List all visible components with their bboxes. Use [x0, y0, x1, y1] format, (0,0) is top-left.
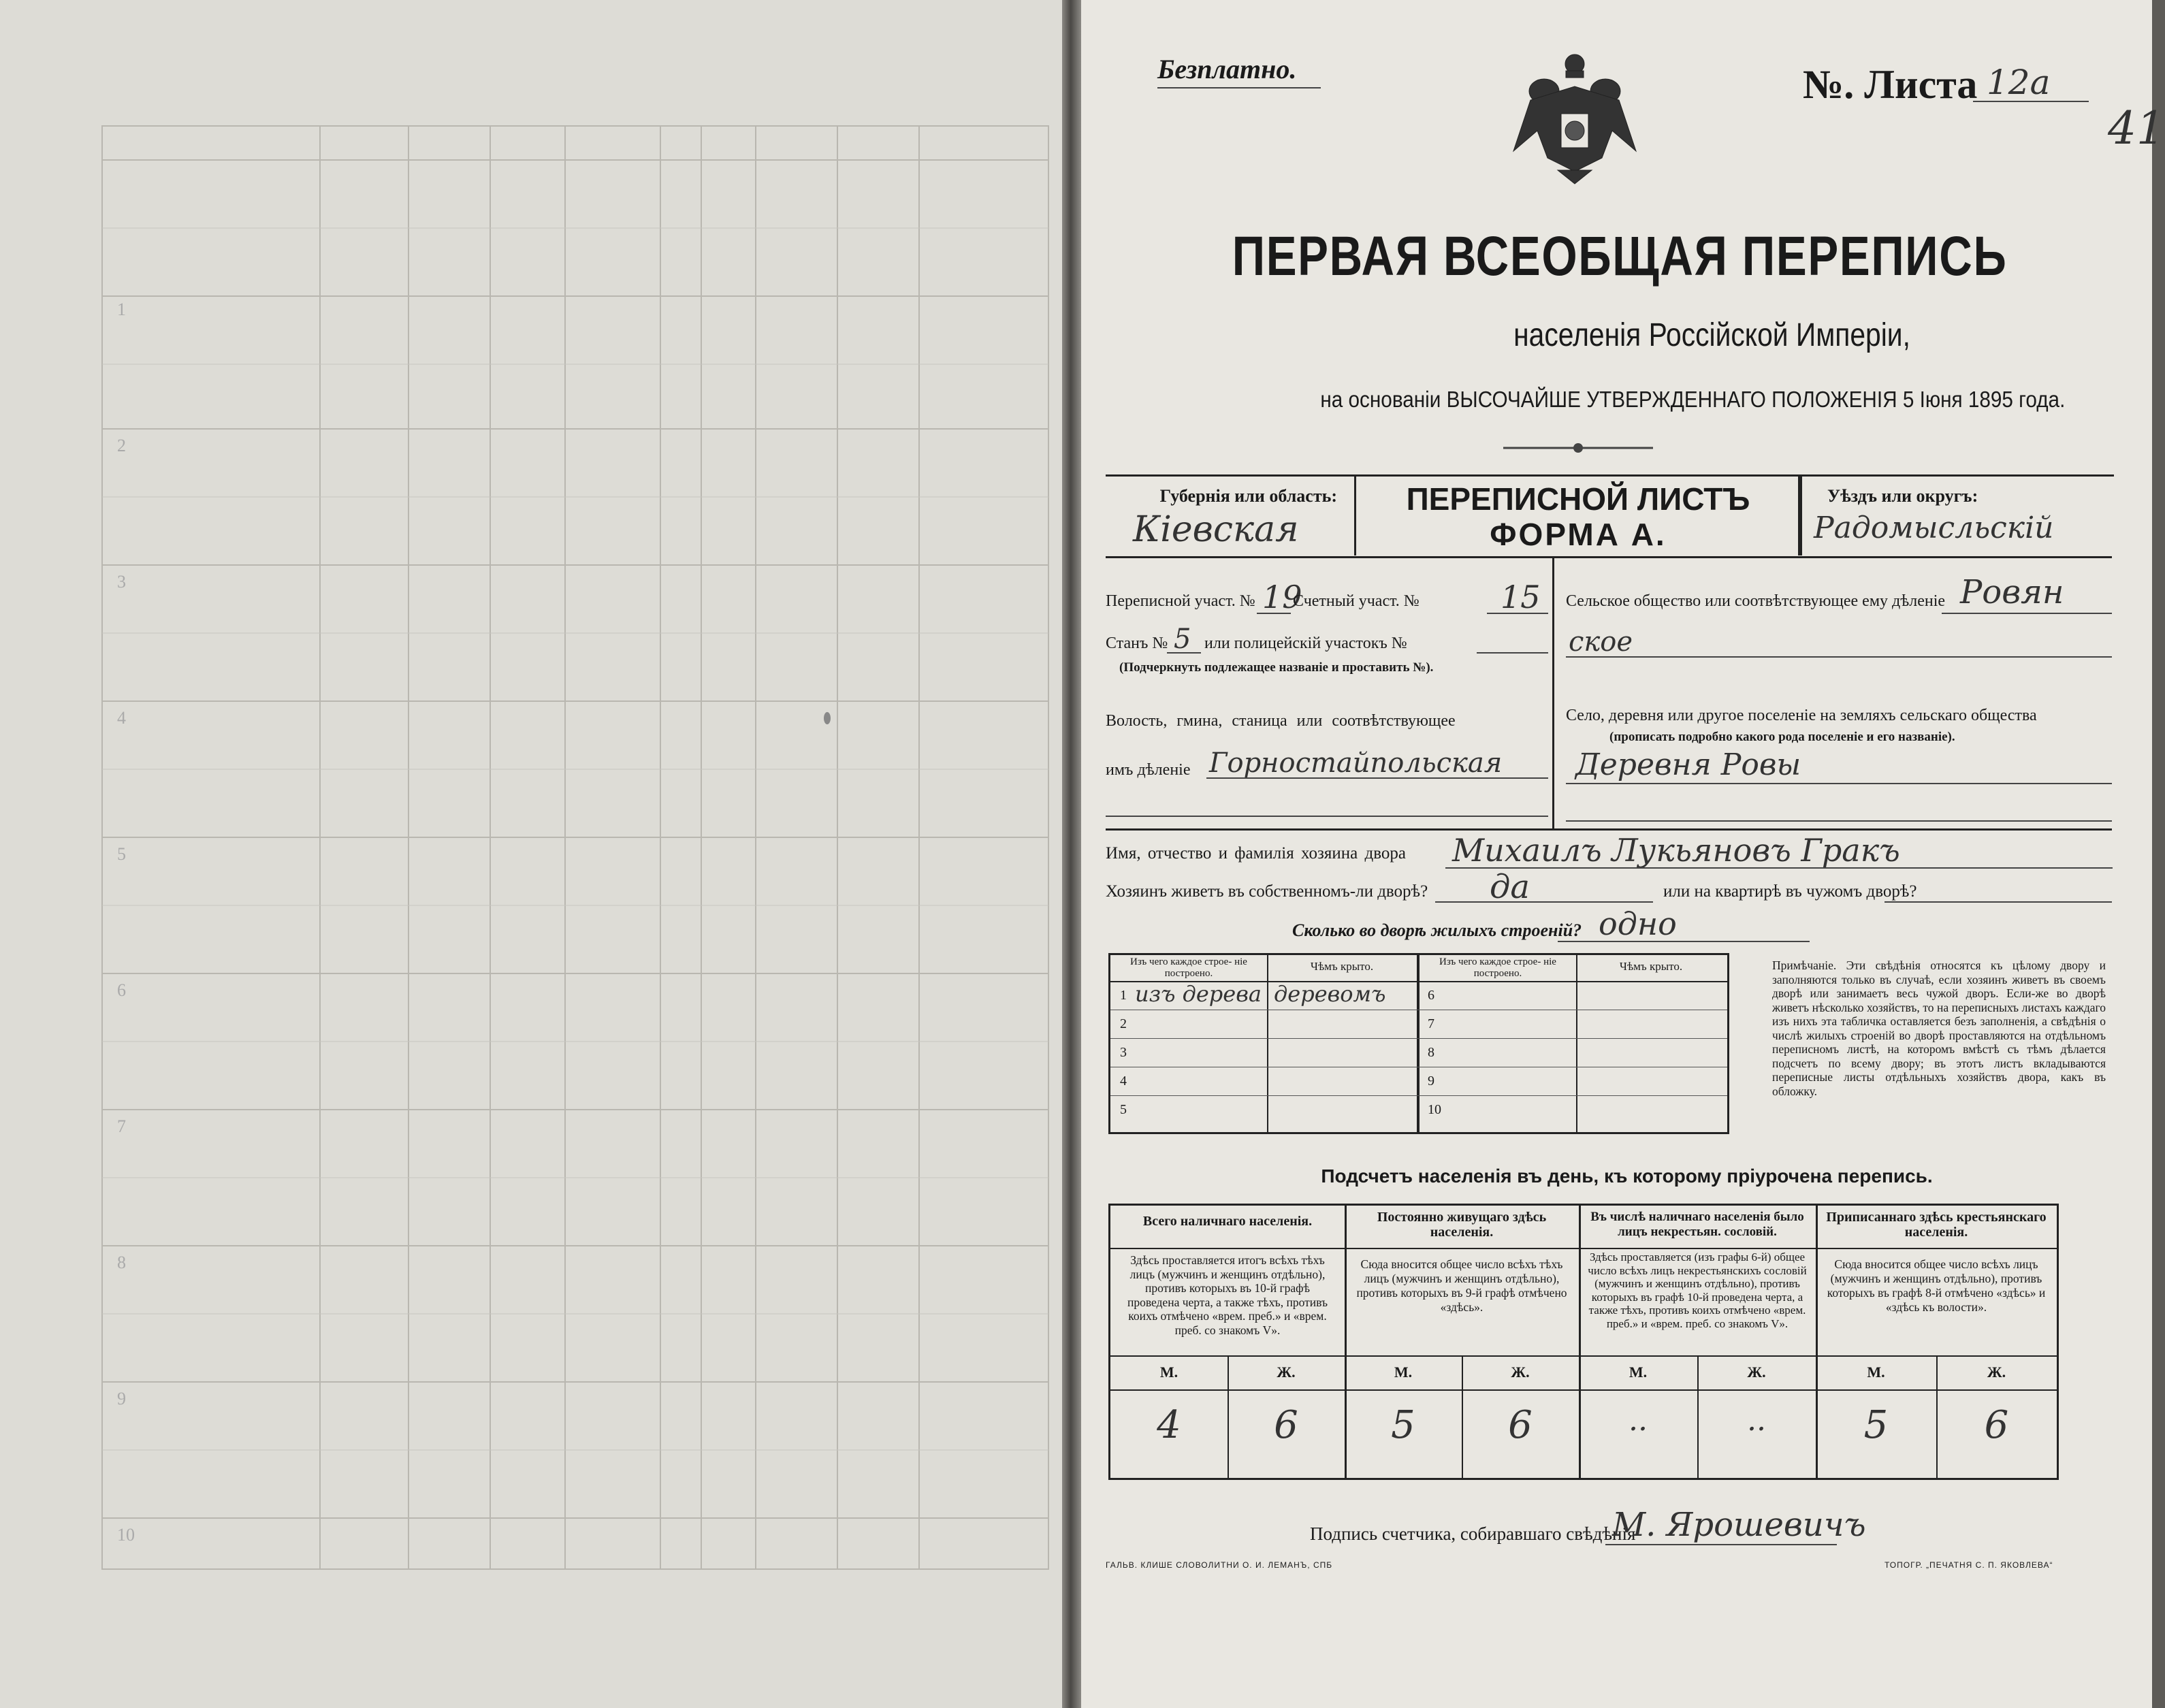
gubernia-value: Кіевская	[1133, 509, 1299, 550]
left-row-number: 10	[117, 1525, 135, 1545]
m-label: М.	[1394, 1364, 1413, 1381]
form-main-title: ПЕРВАЯ ВСЕОБЩАЯ ПЕРЕПИСЬ	[1232, 225, 2008, 287]
buildings-note: Примѣчаніе. Эти свѣдѣнія относятся къ цѣлому двору и заполняются только въ случаѣ, если хозяинъ живетъ въ своемъ дворѣ или занимаетъ весь чужой дворъ. Если-же во дворѣ живетъ нѣсколько хозяйствъ, то на переписныхъ листахъ каждаго изъ нихъ эта табличка оставляется безъ заполненія, а свѣдѣнія о числѣ жилыхъ строеній во дворѣ проставляются на отдѣльномъ переписномъ листѣ, на которомъ вмѣстѣ съ тѣмъ дѣлается подсчетъ по всему двору; въ этотъ листъ вкладываются переписные листы отдѣльныхъ хозяйствъ двора, какъ въ обложку.	[1772, 958, 2106, 1098]
non-peasant-zh-value: ..	[1747, 1403, 1766, 1438]
left-page-grid	[0, 0, 1062, 1708]
uezd-label: Уѣздъ или округъ:	[1827, 486, 1978, 506]
left-row-number: 5	[117, 844, 126, 864]
building-row-number: 10	[1428, 1102, 1441, 1117]
building-row-number: 9	[1428, 1074, 1434, 1089]
perep-uchastok-value: 19	[1262, 579, 1302, 615]
owner-label: Имя, отчество и фамилія хозяина двора	[1106, 844, 1406, 863]
form-title-sheet: ПЕРЕПИСНОЙ ЛИСТЪ	[1406, 481, 1750, 517]
sheet-number-value: 12а	[1987, 63, 2051, 102]
population-summary-table	[1108, 1204, 2059, 1480]
imprint-left: ГАЛЬВ. КЛИШЕ СЛОВОЛИТНИ О. И. ЛЕМАНЪ, СПБ	[1106, 1560, 1333, 1570]
volost-value: Горностайпольская	[1209, 747, 1503, 779]
col-roof-header-2: Чѣмъ крыто.	[1619, 960, 1683, 973]
non-peasant-m-value: ..	[1629, 1403, 1648, 1438]
zh-label: Ж.	[1277, 1364, 1296, 1381]
building-row-number: 8	[1428, 1045, 1434, 1060]
assigned-peasant-m-value: 5	[1863, 1403, 1889, 1447]
summary-col-desc: Сюда вносится общее число всѣхъ тѣхъ лицъ (мужчинъ и женщинъ отдѣльно), противъ которыхъ въ 9-й графѣ отмѣчено «здѣсь».	[1356, 1257, 1567, 1314]
building-row-number: 6	[1428, 988, 1434, 1003]
building-row-number: 2	[1120, 1016, 1127, 1031]
left-row-number: 4	[117, 708, 126, 728]
police-uchastok-label: или полицейскій участокъ №	[1204, 634, 1407, 652]
zh-label: Ж.	[1747, 1364, 1766, 1381]
form-header-box	[1106, 474, 2112, 556]
owner-name-value: Михаилъ Лукьяновъ Гракъ	[1452, 832, 1900, 869]
corner-folio-number: 41	[2108, 102, 2165, 155]
selo-value: Деревня Ровы	[1575, 747, 1801, 782]
stan-label: Станъ №	[1106, 634, 1168, 652]
sheet-number-label: №. Листа	[1803, 62, 1978, 107]
buildings-count-label: Сколько во дворѣ жилыхъ строеній?	[1292, 920, 1582, 940]
form-basis-line: на основаніи ВЫСОЧАЙШЕ УТВЕРЖДЕННАГО ПОЛОЖЕНІЯ 5 Іюня 1895 года.	[1320, 387, 2066, 412]
summary-col-head: Въ числѣ наличнаго населенія было лицъ некрестьян. сословій.	[1590, 1210, 1804, 1239]
signature-label: Подпись счетчика, собиравшаго свѣдѣнія	[1310, 1524, 1636, 1544]
population-summary-title: Подсчетъ населенія въ день, къ которому пріурочена перепись.	[1321, 1165, 1933, 1187]
col-material-header-2: Изъ чего каждое строе- ніе построено.	[1439, 956, 1556, 979]
left-page	[0, 0, 1062, 1708]
other-yard-label: или на квартирѣ въ чужомъ дворѣ?	[1663, 882, 1917, 901]
building-material-value: изъ дерева	[1135, 981, 1262, 1007]
left-row-number: 6	[117, 980, 126, 1000]
buildings-table	[1108, 953, 1729, 1134]
permanent-zh-value: 6	[1508, 1403, 1533, 1447]
m-label: М.	[1629, 1364, 1648, 1381]
building-row-number: 3	[1120, 1045, 1127, 1060]
left-row-number: 8	[117, 1253, 126, 1272]
building-row-number: 1	[1120, 988, 1127, 1003]
permanent-m-value: 5	[1391, 1403, 1415, 1447]
location-fields	[1106, 556, 2112, 831]
left-row-number: 7	[117, 1116, 126, 1136]
uezd-value: Радомысльскій	[1814, 511, 2054, 545]
book-gutter	[1062, 0, 1081, 1708]
own-yard-value: да	[1490, 868, 1530, 906]
volost-label: Волость, гмина, станица или соотвѣтствующее	[1106, 712, 1456, 730]
volost-label-2: имъ дѣленіе	[1106, 761, 1191, 779]
total-present-zh-value: 6	[1274, 1403, 1298, 1447]
zh-label: Ж.	[1511, 1364, 1530, 1381]
building-row-number: 7	[1428, 1016, 1434, 1031]
summary-col-head: Всего наличнаго населенія.	[1142, 1214, 1313, 1229]
summary-col-desc: Сюда вносится общее число всѣхъ лицъ (мужчинъ и женщинъ отдѣльно), противъ которыхъ въ графѣ 8-й отмѣчено «здѣсь» и «здѣсь къ волости».	[1827, 1257, 2046, 1314]
left-row-number: 3	[117, 572, 126, 592]
summary-col-desc: Здѣсь проставляется (изъ графы 6-й) общее число всѣхъ лицъ некрестьянскихъ сословій (мужчинъ и женщинъ отдѣльно), противъ которыхъ въ графѣ 10-й проведена черта, а также тѣхъ, противъ коихъ отмѣчено «врем. преб.» и «врем. преб. со знакомъ V».	[1588, 1251, 1807, 1330]
form-title-type: ФОРМА А.	[1490, 517, 1667, 552]
enumerator-signature: М. Ярошевичъ	[1612, 1506, 1866, 1544]
summary-col-head: Постоянно живущаго здѣсь населенія.	[1377, 1210, 1547, 1240]
left-row-number: 9	[117, 1389, 126, 1408]
selsk-value-1: Ровян	[1960, 573, 2064, 611]
census-form-page	[1081, 0, 2165, 1708]
schet-uchastok-label: Счетный участ. №	[1293, 592, 1420, 610]
building-row-number: 5	[1120, 1102, 1127, 1117]
assigned-peasant-zh-value: 6	[1984, 1403, 2009, 1447]
selo-label: Село, деревня или другое поселеніе на земляхъ сельскаго общества	[1566, 707, 2037, 724]
underline-note: (Подчеркнуть подлежащее названіе и проставить №).	[1119, 660, 1434, 675]
stan-value: 5	[1174, 624, 1191, 655]
perep-uchastok-label: Переписной участ. №	[1106, 592, 1255, 610]
form-subtitle: населенія Россійской Имперіи,	[1513, 317, 1910, 353]
gubernia-label: Губернія или область:	[1159, 486, 1337, 506]
building-roof-value: деревомъ	[1274, 981, 1386, 1007]
ornament-divider	[1503, 441, 1653, 455]
free-label: Безплатно.	[1157, 54, 1297, 84]
own-yard-label: Хозяинъ живетъ въ собственномъ-ли дворѣ?	[1106, 882, 1428, 901]
summary-col-desc: Здѣсь проставляется итогъ всѣхъ тѣхъ лицъ (мужчинъ и женщинъ отдѣльно), противъ которыхъ въ 10-й графѣ проведена черта, а также тѣхъ, противъ коихъ отмѣчено «врем. преб.» и «врем. преб. со знакомъ V».	[1127, 1253, 1328, 1337]
total-present-m-value: 4	[1157, 1403, 1181, 1447]
col-roof-header: Чѣмъ крыто.	[1310, 960, 1374, 973]
left-row-number: 1	[117, 300, 126, 319]
left-row-number: 2	[117, 436, 126, 455]
buildings-count-value: одно	[1599, 905, 1677, 942]
m-label: М.	[1159, 1364, 1178, 1381]
selsk-value-2: ское	[1569, 626, 1633, 658]
m-label: М.	[1867, 1364, 1885, 1381]
zh-label: Ж.	[1987, 1364, 2006, 1381]
selo-note: (прописать подробно какого рода поселеніе и его названіе).	[1609, 730, 1955, 744]
imprint-right: ТОПОГР. „ПЕЧАТНЯ С. П. ЯКОВЛЕВА“	[1885, 1560, 2053, 1570]
schet-uchastok-value: 15	[1501, 579, 1541, 615]
summary-col-head: Приписаннаго здѣсь крестьянскаго населенія.	[1826, 1210, 2047, 1240]
double-headed-eagle-icon	[1510, 49, 1639, 185]
col-material-header: Изъ чего каждое строе- ніе построено.	[1130, 956, 1247, 979]
building-row-number: 4	[1120, 1074, 1127, 1089]
selsk-label: Сельское общество или соотвѣтствующее ему дѣленіе	[1566, 592, 1946, 610]
